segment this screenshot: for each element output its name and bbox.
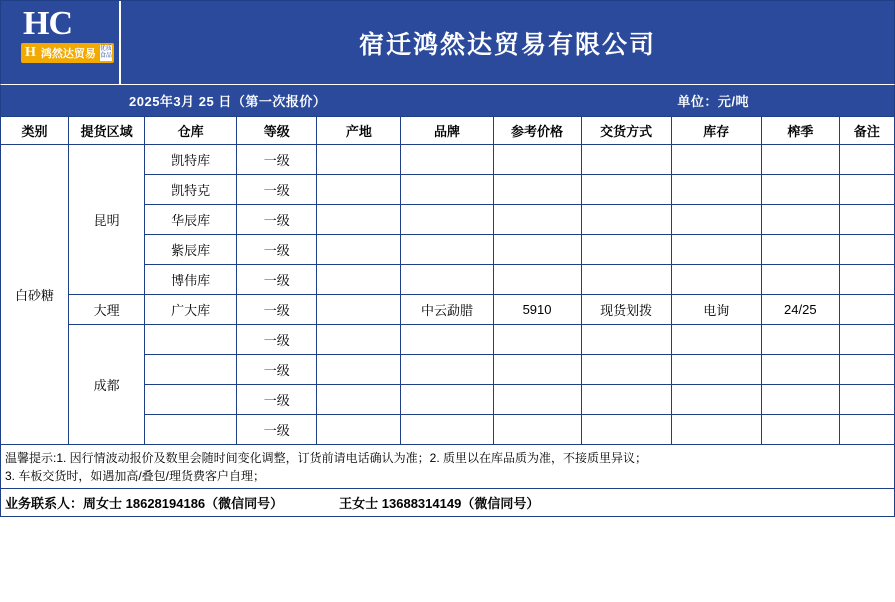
cell-remark [839, 325, 894, 355]
cell-warehouse [145, 325, 237, 355]
cell-season: 24/25 [761, 295, 839, 325]
cell-origin [317, 145, 401, 175]
cell-price [493, 355, 581, 385]
cell-origin [317, 265, 401, 295]
cell-delivery [581, 415, 671, 445]
cell-stock [671, 385, 761, 415]
logo-badge [21, 43, 114, 63]
company-logo [1, 1, 119, 84]
col-warehouse: 仓库 [145, 117, 237, 145]
cell-season [761, 355, 839, 385]
cell-delivery: 现货划拨 [581, 295, 671, 325]
cell-origin [317, 295, 401, 325]
cell-remark [839, 145, 894, 175]
col-stock: 库存 [671, 117, 761, 145]
cell-brand [401, 235, 493, 265]
company-title-cell [119, 1, 894, 84]
col-pickup-area: 提货区域 [69, 117, 145, 145]
col-delivery-method: 交货方式 [581, 117, 671, 145]
cell-brand [401, 385, 493, 415]
cell-grade: 一级 [237, 235, 317, 265]
col-remark: 备注 [839, 117, 894, 145]
col-brand: 品牌 [401, 117, 493, 145]
cell-delivery [581, 235, 671, 265]
cell-delivery [581, 325, 671, 355]
cell-brand [401, 415, 493, 445]
cell-grade: 一级 [237, 175, 317, 205]
cell-price [493, 145, 581, 175]
contact-person-1: 周女士 18628194186（微信同号） [83, 496, 284, 511]
footer-notes [0, 445, 895, 489]
cell-warehouse [145, 355, 237, 385]
cell-stock [671, 415, 761, 445]
cell-season [761, 205, 839, 235]
col-crushing-season: 榨季 [761, 117, 839, 145]
cell-price [493, 235, 581, 265]
cell-price [493, 415, 581, 445]
cell-stock [671, 265, 761, 295]
cell-season [761, 415, 839, 445]
cell-brand: 中云勐腊 [401, 295, 493, 325]
cell-stock [671, 325, 761, 355]
cell-warehouse: 凯特克 [145, 175, 237, 205]
logo-badge-square [100, 45, 112, 61]
cell-remark [839, 235, 894, 265]
cell-stock [671, 235, 761, 265]
cell-brand [401, 355, 493, 385]
cell-season [761, 265, 839, 295]
logo-badge-square-bottom: 食品 [99, 53, 112, 59]
col-origin: 产地 [317, 117, 401, 145]
logo-hc-text: HC [23, 5, 72, 42]
cell-grade: 一级 [237, 205, 317, 235]
cell-season [761, 325, 839, 355]
col-grade: 等级 [237, 117, 317, 145]
cell-season [761, 145, 839, 175]
cell-grade: 一级 [237, 265, 317, 295]
cell-price [493, 265, 581, 295]
page-title: 宿迁鸿然达贸易有限公司 [358, 30, 656, 59]
cell-warehouse [145, 385, 237, 415]
contact-bar [0, 489, 895, 517]
cell-warehouse: 紫辰库 [145, 235, 237, 265]
cell-stock [671, 205, 761, 235]
col-category: 类别 [1, 117, 69, 145]
price-table [0, 116, 895, 445]
col-reference-price: 参考价格 [493, 117, 581, 145]
cell-delivery [581, 265, 671, 295]
cell-origin [317, 175, 401, 205]
cell-price: 5910 [493, 295, 581, 325]
cell-origin [317, 235, 401, 265]
cell-remark [839, 385, 894, 415]
cell-grade: 一级 [237, 295, 317, 325]
cell-grade: 一级 [237, 145, 317, 175]
cell-warehouse: 广大库 [145, 295, 237, 325]
cell-origin [317, 385, 401, 415]
cell-remark [839, 295, 894, 325]
table-row [1, 325, 895, 355]
subheader-bar [0, 84, 895, 116]
cell-stock [671, 355, 761, 385]
cell-origin [317, 415, 401, 445]
table-row [1, 295, 895, 325]
cell-season [761, 235, 839, 265]
cell-stock [671, 145, 761, 175]
cell-brand [401, 325, 493, 355]
cell-remark [839, 175, 894, 205]
cell-delivery [581, 385, 671, 415]
cell-warehouse [145, 415, 237, 445]
cell-delivery [581, 205, 671, 235]
cell-grade: 一级 [237, 325, 317, 355]
cell-remark [839, 355, 894, 385]
cell-brand [401, 145, 493, 175]
cell-season [761, 175, 839, 205]
cell-grade: 一级 [237, 355, 317, 385]
cell-price [493, 205, 581, 235]
cell-origin [317, 205, 401, 235]
cell-brand [401, 205, 493, 235]
cell-grade: 一级 [237, 385, 317, 415]
cell-area-chengdu: 成都 [69, 325, 145, 445]
price-unit: 单位：元/吨 [677, 94, 749, 109]
cell-remark [839, 415, 894, 445]
cell-warehouse: 博伟库 [145, 265, 237, 295]
header-banner [0, 0, 895, 84]
cell-price [493, 385, 581, 415]
quote-date: 2025年3月 25 日（第一次报价） [129, 94, 327, 109]
cell-area-dali: 大理 [69, 295, 145, 325]
cell-remark [839, 205, 894, 235]
note-line-1: 温馨提示:1. 因行情波动报价及数里会随时间变化调整，订货前请电话确认为准；2. 质里以在库品质为准，不接质里异议； [5, 451, 648, 465]
cell-price [493, 175, 581, 205]
cell-area-kunming: 昆明 [69, 145, 145, 295]
note-line-2: 3. 车板交货时，如遇加高/叠包/理货费客户自理； [5, 469, 266, 483]
cell-remark [839, 265, 894, 295]
contact-label: 业务联系人： [5, 496, 84, 511]
cell-warehouse: 凯特库 [145, 145, 237, 175]
cell-delivery [581, 175, 671, 205]
cell-delivery [581, 145, 671, 175]
contact-person-2: 王女士 13688314149（微信同号） [339, 496, 540, 511]
logo-badge-square-top: 优质 [99, 46, 112, 52]
cell-warehouse: 华辰库 [145, 205, 237, 235]
cell-origin [317, 355, 401, 385]
cell-brand [401, 265, 493, 295]
cell-origin [317, 325, 401, 355]
table-row [1, 145, 895, 175]
cell-grade: 一级 [237, 415, 317, 445]
table-header-row [1, 117, 895, 145]
cell-brand [401, 175, 493, 205]
logo-h-mark: H [25, 45, 36, 60]
cell-stock [671, 175, 761, 205]
cell-stock: 电询 [671, 295, 761, 325]
cell-category: 白砂糖 [1, 145, 69, 445]
logo-badge-chinese: 鸿然达贸易 [39, 45, 98, 61]
cell-price [493, 325, 581, 355]
cell-delivery [581, 355, 671, 385]
cell-season [761, 385, 839, 415]
